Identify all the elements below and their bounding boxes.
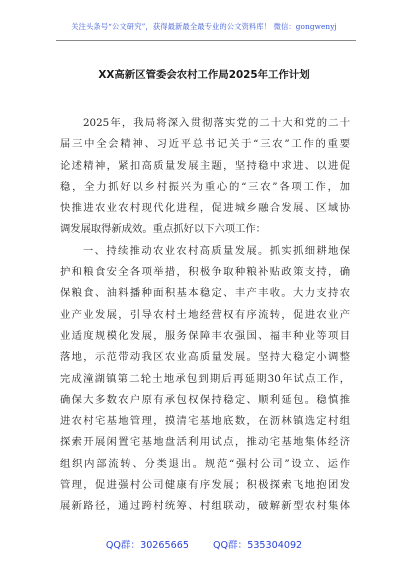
body-line: 保粮食、油料播种面积基本稳定、丰产丰收。大力支持农 (60, 287, 350, 300)
body-line: 届三中全会精神、习近平总书记关于“三农”工作的重要 (60, 138, 350, 151)
body-line: 确保大多数农户原有承包权保持稳定、顺利延包。稳慎推 (60, 393, 350, 406)
body-line: 快推进农业农村现代化进程，促进城乡融合发展、区域协 (60, 202, 350, 215)
body-line: 进农村宅基地管理，摸清宅基地底数，在沥林镇选定村组 (60, 415, 350, 428)
body-line: 完成潼湖镇第二轮土地承包到期后再延期30年试点工作， (60, 372, 350, 385)
section-heading-line: 一、持续推动农业农村高质量发展。抓实抓细耕地保 (83, 244, 350, 257)
body-line: 业适度规模化发展，服务保障丰农强国、福丰种业等项目 (60, 329, 350, 342)
footer-qq-group-1: QQ群：30265665 (105, 540, 189, 551)
body-line: 护和粮食安全各项举措，积极争取种粮补贴政策支持，确 (60, 266, 350, 279)
body-line: 管理，促进强村公司健康有序发展；积极探索飞地抱团发 (60, 479, 350, 492)
body-line: 论述精神，紧扣高质量发展主题，坚持稳中求进、以进促 (60, 159, 350, 172)
body-line: 落地，示范带动我区农业高质量发展。坚持大稳定小调整 (60, 351, 350, 364)
body-line: 业产业发展，引导农村土地经营权有序流转，促进农业产 (60, 308, 350, 321)
document-title: XX高新区管委会农村工作局2025年工作计划 (98, 69, 310, 81)
body-line: 组织内部流转、分类退出。规范“强村公司”设立、运作 (60, 457, 350, 470)
footer-qq-group-2: QQ群：535304092 (212, 540, 303, 551)
header-note: 关注头条号“公文研究”，获得最新最全最专业的公文资料库！ 微信：gongwenyj (71, 22, 337, 31)
footer-contact (0, 537, 408, 551)
header-divider (56, 40, 356, 41)
body-line: 调发展取得新成效。重点抓好以下六项工作： (60, 223, 266, 236)
body-line: 2025年，我局将深入贯彻落实党的二十大和党的二十 (83, 117, 350, 129)
body-line: 探索开展闲置宅基地盘活利用试点，推动宅基地集体经济 (60, 436, 350, 449)
body-line: 展新路径，通过跨村统筹、村组联动，破解新型农村集体 (60, 500, 350, 513)
document-body (60, 113, 350, 518)
body-line: 稳，全力抓好以乡村振兴为重心的“三农”各项工作，加 (60, 180, 350, 193)
